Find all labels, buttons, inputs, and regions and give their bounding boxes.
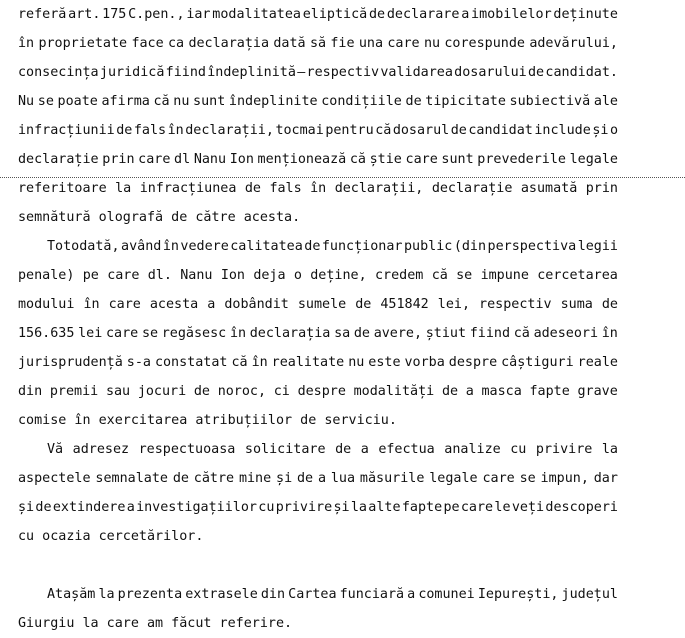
word: dobândit bbox=[224, 297, 289, 312]
word: fals bbox=[133, 123, 167, 138]
word: de bbox=[441, 384, 459, 399]
word: că bbox=[153, 94, 170, 109]
text-line bbox=[18, 351, 618, 375]
text-line bbox=[18, 322, 618, 346]
word: în bbox=[18, 36, 35, 51]
word: una bbox=[358, 36, 384, 51]
word: solicitare bbox=[244, 442, 326, 457]
word: modalitatea bbox=[212, 7, 301, 22]
word: dată bbox=[273, 36, 306, 51]
word: cercetarea bbox=[537, 268, 618, 283]
word: fals bbox=[269, 181, 302, 196]
word: infracțiunea bbox=[139, 181, 237, 196]
word: pe bbox=[82, 268, 99, 283]
word: cu bbox=[258, 500, 275, 515]
word: Iepurești, bbox=[477, 587, 559, 602]
word: le bbox=[494, 500, 511, 515]
word: veți bbox=[511, 500, 545, 515]
word: sa bbox=[334, 326, 351, 341]
word: că bbox=[375, 123, 392, 138]
word: analize bbox=[444, 442, 501, 457]
word: fapte bbox=[401, 500, 443, 515]
word: ci bbox=[273, 384, 290, 399]
word: a bbox=[461, 7, 470, 22]
word: face bbox=[131, 36, 164, 51]
line-text: semnătură olografă de către acesta. bbox=[18, 210, 301, 225]
word: este bbox=[368, 355, 401, 370]
text-line bbox=[18, 206, 618, 230]
text-line bbox=[18, 612, 618, 636]
word: iar bbox=[186, 7, 211, 22]
word: constatat bbox=[154, 355, 228, 370]
word: știut bbox=[425, 326, 467, 341]
word: lua bbox=[330, 471, 356, 486]
word: premii bbox=[49, 384, 99, 399]
word: de bbox=[172, 471, 189, 486]
word: C.pen., bbox=[128, 7, 185, 22]
word: nu bbox=[348, 355, 365, 370]
word: de bbox=[244, 181, 261, 196]
word: s-a bbox=[126, 355, 151, 370]
word: ca bbox=[168, 36, 185, 51]
word: ale bbox=[593, 94, 618, 109]
word: – bbox=[297, 65, 306, 80]
word: că bbox=[431, 268, 448, 283]
word: știe bbox=[369, 152, 402, 167]
word: a bbox=[465, 384, 474, 399]
word: în bbox=[251, 355, 268, 370]
word: efectua bbox=[378, 442, 435, 457]
word: referitoare bbox=[18, 181, 107, 196]
word: nu bbox=[423, 36, 441, 51]
word: și bbox=[18, 500, 35, 515]
word: referă bbox=[18, 7, 67, 22]
word: fie bbox=[330, 36, 355, 51]
word: Atașăm bbox=[47, 587, 96, 602]
word: îndeplinite bbox=[228, 94, 318, 109]
word: Vă bbox=[47, 442, 64, 457]
word: declarații, bbox=[185, 123, 274, 138]
word: juridică bbox=[99, 65, 165, 80]
text-line bbox=[18, 119, 618, 143]
word: în bbox=[83, 297, 100, 312]
word: se bbox=[141, 326, 159, 341]
word: și bbox=[333, 500, 350, 515]
word: de bbox=[335, 442, 352, 457]
word: (din bbox=[453, 239, 487, 254]
word: la bbox=[601, 442, 618, 457]
word: în bbox=[167, 123, 184, 138]
word: o bbox=[293, 268, 302, 283]
word: regăsesc bbox=[161, 326, 227, 341]
word: dar bbox=[593, 471, 618, 486]
word: la bbox=[115, 181, 132, 196]
word: sunt bbox=[441, 152, 474, 167]
paragraph-first-line bbox=[18, 583, 618, 607]
word: dosarul bbox=[392, 123, 450, 138]
word: 451842 bbox=[380, 297, 429, 312]
word: avere, bbox=[373, 326, 423, 341]
word: prezenta bbox=[117, 587, 183, 602]
word: prin bbox=[585, 181, 618, 196]
word: asumată bbox=[520, 181, 578, 196]
text-line bbox=[18, 32, 618, 56]
word: că bbox=[513, 326, 530, 341]
word: se bbox=[519, 471, 536, 486]
word: menționează bbox=[257, 152, 347, 167]
word: sumele bbox=[297, 297, 347, 312]
word: candidat. bbox=[545, 65, 618, 80]
word: declarare bbox=[386, 7, 460, 22]
word: legale bbox=[569, 152, 618, 167]
word: sunt bbox=[193, 94, 226, 109]
word: lei, bbox=[437, 297, 471, 312]
word: de bbox=[116, 123, 133, 138]
word: semnalate bbox=[95, 471, 168, 486]
word: de bbox=[304, 239, 321, 254]
word: care bbox=[460, 500, 494, 515]
word: și bbox=[592, 123, 609, 138]
word: în bbox=[229, 326, 247, 341]
text-line bbox=[18, 293, 618, 317]
word: prevederile bbox=[477, 152, 566, 167]
word: măsurile bbox=[359, 471, 425, 486]
word: public bbox=[403, 239, 453, 254]
word: la bbox=[98, 587, 115, 602]
word: corespunde bbox=[444, 36, 525, 51]
word: care bbox=[405, 152, 438, 167]
word: impun, bbox=[540, 471, 589, 486]
word: dl. bbox=[147, 268, 172, 283]
word: în bbox=[162, 239, 179, 254]
word: mine bbox=[238, 471, 272, 486]
word: jurisprudență bbox=[18, 355, 123, 370]
word: din bbox=[18, 384, 43, 399]
word: de bbox=[405, 94, 422, 109]
word: județul bbox=[561, 587, 618, 602]
word: consecința bbox=[18, 65, 99, 80]
text-line bbox=[18, 3, 618, 27]
text-line bbox=[18, 380, 618, 404]
word: care bbox=[106, 326, 139, 341]
word: vedere bbox=[180, 239, 229, 254]
word: având bbox=[121, 239, 162, 254]
word: care bbox=[387, 36, 420, 51]
word: de bbox=[193, 384, 210, 399]
word: deținute bbox=[553, 7, 618, 22]
word: adevărului, bbox=[529, 36, 618, 51]
word: să bbox=[309, 36, 327, 51]
word: 156.635 bbox=[18, 326, 75, 341]
word: a bbox=[207, 297, 216, 312]
word: extindere bbox=[52, 500, 126, 515]
word: 175 bbox=[102, 7, 127, 22]
word: condițiile bbox=[321, 94, 402, 109]
word: fiind bbox=[165, 65, 206, 80]
word: validarea bbox=[380, 65, 453, 80]
word: comunei bbox=[418, 587, 475, 602]
word: o bbox=[609, 123, 618, 138]
word: imobilelor bbox=[471, 7, 552, 22]
line-text: cu ocazia cercetărilor. bbox=[18, 529, 204, 544]
word: adeseori bbox=[533, 326, 599, 341]
word: include bbox=[534, 123, 591, 138]
word: care bbox=[107, 268, 140, 283]
word: de bbox=[297, 471, 314, 486]
word: cu bbox=[510, 442, 527, 457]
word: masca bbox=[481, 384, 522, 399]
word: că bbox=[231, 355, 248, 370]
word: extrasele bbox=[185, 587, 258, 602]
word: de bbox=[528, 65, 545, 80]
line-text: comise în exercitarea atribuțiilor de serviciu. bbox=[18, 413, 397, 428]
word: că bbox=[349, 152, 366, 167]
word: prin bbox=[102, 152, 135, 167]
word: eliptică bbox=[302, 7, 368, 22]
word: realitate bbox=[271, 355, 345, 370]
word: privire bbox=[275, 500, 333, 515]
word: dl bbox=[174, 152, 191, 167]
word: de bbox=[368, 7, 386, 22]
word: pentru bbox=[325, 123, 374, 138]
word: la bbox=[350, 500, 367, 515]
text-line bbox=[18, 496, 618, 520]
word: despre bbox=[448, 355, 498, 370]
word: și bbox=[276, 471, 293, 486]
word: declarație bbox=[431, 181, 513, 196]
word: modului bbox=[18, 297, 75, 312]
text-line bbox=[18, 409, 618, 433]
word: din bbox=[260, 587, 286, 602]
word: a bbox=[407, 587, 416, 602]
word: în bbox=[601, 326, 618, 341]
word: declarația bbox=[188, 36, 270, 51]
word: aspectele bbox=[18, 471, 91, 486]
word: a bbox=[360, 442, 369, 457]
word: descoperi bbox=[545, 500, 618, 515]
text-line bbox=[18, 90, 618, 114]
word: grave bbox=[577, 384, 618, 399]
word: care bbox=[108, 297, 141, 312]
word: noroc, bbox=[217, 384, 267, 399]
word: respectiv bbox=[479, 297, 552, 312]
word: funciară bbox=[339, 587, 405, 602]
word: deja bbox=[253, 268, 286, 283]
word: sau bbox=[105, 384, 131, 399]
word: suma bbox=[560, 297, 593, 312]
word: legale bbox=[429, 471, 478, 486]
word: penale) bbox=[18, 268, 75, 283]
word: investigațiilor bbox=[136, 500, 257, 515]
word: Nanu bbox=[180, 268, 213, 283]
word: perspectiva bbox=[487, 239, 577, 254]
word: dosarului bbox=[454, 65, 527, 80]
word: care bbox=[482, 471, 515, 486]
word: a bbox=[126, 500, 135, 515]
text-line bbox=[18, 264, 618, 288]
word: funcționar bbox=[321, 239, 403, 254]
word: de bbox=[353, 326, 370, 341]
paragraph-first-line bbox=[18, 438, 618, 462]
word: deține, bbox=[310, 268, 367, 283]
word: subiectivă bbox=[509, 94, 591, 109]
word: se bbox=[456, 268, 473, 283]
word: către bbox=[193, 471, 235, 486]
paragraph-first-line bbox=[18, 235, 618, 259]
text-line bbox=[18, 177, 618, 201]
word: Nanu bbox=[193, 152, 227, 167]
word: se bbox=[37, 94, 54, 109]
word: lei bbox=[78, 326, 103, 341]
word: infracțiunii bbox=[18, 123, 115, 138]
word: despre bbox=[297, 384, 346, 399]
word: declarația bbox=[249, 326, 331, 341]
line-text: Giurgiu la care am făcut referire. bbox=[18, 616, 293, 631]
word: adresez bbox=[72, 442, 130, 457]
word: de bbox=[35, 500, 52, 515]
word: îndeplinită bbox=[207, 65, 296, 80]
word: respectiv bbox=[306, 65, 380, 80]
word: privire bbox=[535, 442, 593, 457]
text-line bbox=[18, 467, 618, 491]
word: art. bbox=[68, 7, 101, 22]
text-line bbox=[18, 148, 618, 172]
word: proprietate bbox=[38, 36, 128, 51]
word: vorba bbox=[404, 355, 445, 370]
word: declarație bbox=[18, 152, 99, 167]
word: fiind bbox=[469, 326, 511, 341]
word: candidat bbox=[468, 123, 533, 138]
text-line bbox=[18, 525, 618, 549]
word: modalități bbox=[353, 384, 435, 399]
word: în bbox=[310, 181, 327, 196]
word: calitatea bbox=[230, 239, 303, 254]
word: impune bbox=[480, 268, 529, 283]
word: de bbox=[601, 297, 618, 312]
word: jocuri bbox=[137, 384, 187, 399]
text-line bbox=[18, 61, 618, 85]
word: tipicitate bbox=[425, 94, 506, 109]
word: fapte bbox=[529, 384, 570, 399]
word: acesta bbox=[149, 297, 199, 312]
word: Ion bbox=[220, 268, 245, 283]
word: Nu bbox=[18, 94, 35, 109]
word: pe bbox=[443, 500, 460, 515]
word: Totodată, bbox=[47, 239, 120, 254]
word: tocmai bbox=[275, 123, 324, 138]
word: afirma bbox=[101, 94, 150, 109]
word: respectuoasa bbox=[138, 442, 236, 457]
word: Cartea bbox=[288, 587, 337, 602]
word: nu bbox=[173, 94, 190, 109]
word: legii bbox=[577, 239, 618, 254]
page-break-separator bbox=[0, 177, 685, 178]
word: credem bbox=[375, 268, 424, 283]
word: de bbox=[355, 297, 372, 312]
word: declarații, bbox=[334, 181, 424, 196]
word: reale bbox=[577, 355, 618, 370]
word: poate bbox=[57, 94, 98, 109]
word: câștiguri bbox=[501, 355, 574, 370]
word: care bbox=[138, 152, 171, 167]
word: Ion bbox=[229, 152, 254, 167]
word: a bbox=[317, 471, 327, 486]
word: de bbox=[450, 123, 467, 138]
word: alte bbox=[368, 500, 401, 515]
